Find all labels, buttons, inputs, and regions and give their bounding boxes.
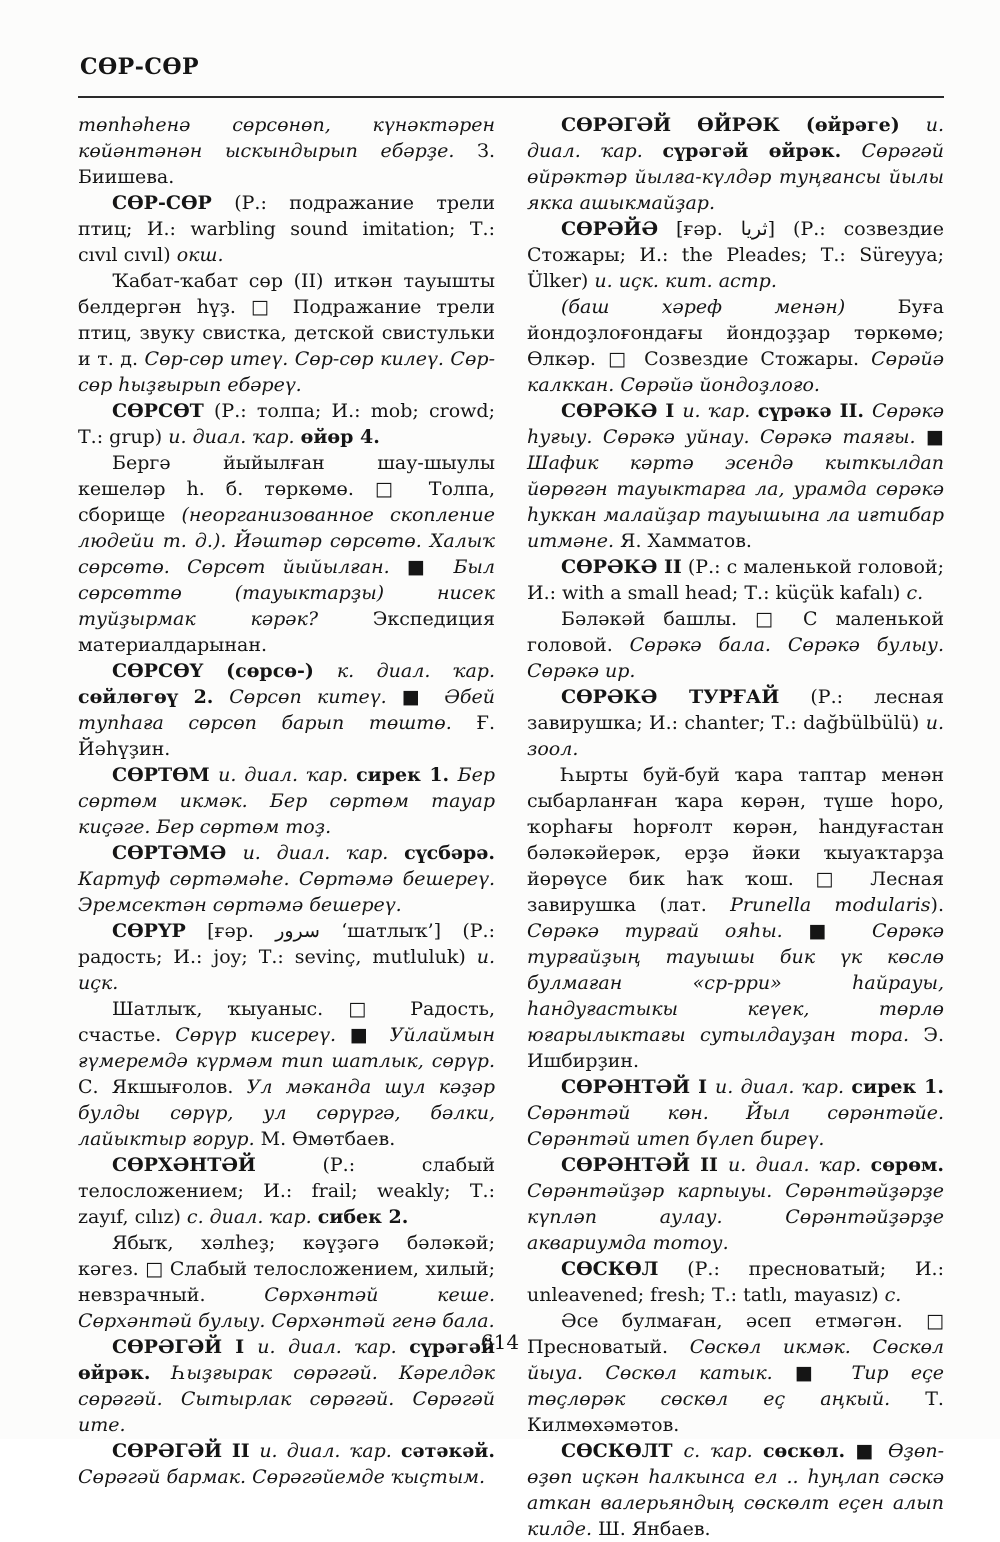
italic-text: Сөрүр кисереү. [175,1024,337,1046]
bold-text: СӨРХӘНТӘЙ [112,1154,256,1176]
bold-text: СӨРӘГӘЙ ӨЙРӘК (өйрәге) [561,114,926,136]
italic-text: и. диал. ҡар. [218,764,357,786]
regular-text: З. Биишева. [78,140,496,188]
header-rule [78,96,944,98]
regular-text: ■ [782,920,873,942]
italic-text: и. зоол. [527,712,944,760]
bold-text: сүрәгәй өйрәк. [78,1336,496,1384]
regular-text: М. Өмөтбаев. [254,1128,396,1150]
regular-text: Ғ. Йәһүҙин. [78,712,495,760]
regular-text: ■ [386,686,445,708]
entry-paragraph [527,294,944,398]
regular-text: ). [930,894,944,916]
bold-text: СӨРТӘМӘ [112,842,243,864]
entry-paragraph [527,762,944,1074]
bold-text: сөскөл. [762,1440,846,1462]
bold-text: сүсбәрә. [404,842,495,864]
italic-text: и. ҡар. [682,400,758,422]
regular-text: Ябыҡ, хәлһеҙ; кәүҙәгә бәләкәй; кәгез. □ Слабый телосложением, хилый; невзрачный. [78,1232,495,1306]
bold-text: сөрөм. [870,1154,944,1176]
entry-paragraph [78,762,495,840]
regular-text: Буға йондоҙлоғондағы йондоҙҙар төркөмө; Өлкәр. □ Созвездие Стожары. [527,296,944,370]
regular-text: (Р.: толпа; И.: mob; crowd; Т.: grup) [78,400,495,448]
entry-paragraph [527,1152,944,1256]
italic-text: и. диал. ҡар. [259,1440,401,1462]
italic-text: Сөрәйә калккан. Сөрәйә йондоҙлоғо. [527,348,944,396]
italic-text: Сөрәкә турғай ояһы. [527,920,783,942]
regular-text: (Р.: подражание трели птиц; И.: warbling sound imitation; Т.: cıvıl cıvıl) [78,192,495,266]
italic-text: Prunella modularis [730,894,931,916]
bold-text: сүрәкә II. [757,400,873,422]
regular-text: ■ [389,556,454,578]
bold-text: СӨРӘКӘ II [561,556,682,578]
italic-text: Сөрәкә һуғыу. Сөрәкә уйнау. Сөрәкә таяғы. [527,400,944,448]
bold-text: СӨР-СӨР [112,192,212,214]
regular-text: ■ [772,1362,852,1384]
italic-text: төпһәһенә сөрсөнөп, күнәктәрен көйәнтәнән ыскындырып ебәрҙе. [78,114,495,162]
italic-text: к. диал. ҡар. [336,660,496,682]
right-column [527,112,944,1542]
regular-text: Һырты буй-буй ҡара таптар менән сыбарланған ҡара көрән, түше һоро, ҡорһағы һорғолт көрән, һандуғастан бәләкәйерәк, ерҙә йәки ҡыуаҡтарҙа йөрөүсе бик һаҡ ҡош. □ Лесная завирушка (лат. [527,764,944,916]
entry-paragraph [78,398,495,450]
italic-text: окш. [176,244,224,266]
italic-text: и. диал. ҡар. [714,1076,852,1098]
italic-text: Сөр-сөр итеү. Сөр-сөр килеү. Сөр-сөр һыҙғырып ебәреү. [78,348,495,396]
italic-text: (баш хәреф менән) [561,296,846,318]
italic-text: Әбей тупһаға сөрсөп барып төштө. [78,686,495,734]
italic-text: с. [906,582,924,604]
entry-paragraph [78,1152,495,1230]
regular-text: (Р.: слабый телосложением; И.: frail; weakly; Т.: zayıf, cılız) [78,1154,495,1228]
entry-paragraph [527,1308,944,1438]
entry-paragraph [78,996,495,1152]
italic-text: и. диал. ҡар. [727,1154,871,1176]
bold-text: СӨСКӨЛ [561,1258,659,1280]
italic-text: с. [884,1284,902,1306]
entry-paragraph [527,216,944,294]
regular-text: Я. Хамматов. [614,530,752,552]
bold-text: СӨРӘГӘЙ II [112,1440,260,1462]
regular-text: Шатлыҡ, ҡыуаныс. □ Радость, счастье. [78,998,495,1046]
bold-text: сирек 1. [851,1076,944,1098]
regular-text: Экспедиция материалдарынан. [78,608,495,656]
bold-text: СӨРӘКӘ ТУРҒАЙ [561,686,780,708]
regular-text: Э. Ишбирҙин. [527,1024,945,1072]
italic-text: Сөрәнтәйҙәр карпыуы. Сөрәнтәйҙәрҙе күпләп аулау. Сөрәнтәйҙәрҙе аквариумда тотоу. [527,1180,944,1254]
entry-paragraph [527,606,944,684]
italic-text: Сөрәгәй өйрәктәр йылға-күлдәр туңғансы йылы якка ашыкмайҙар. [527,140,945,214]
italic-text: с. диал. ҡар. [186,1206,318,1228]
entry-paragraph [527,1438,944,1542]
regular-text: [ғәр. سرور ‘шатлыҡ’] (Р.: радость; И.: joy; Т.: sevinç, mutluluk) [78,920,495,968]
entry-paragraph [78,1438,495,1490]
regular-text: С. Якшығолов. [78,1076,247,1098]
left-column [78,112,495,1542]
bold-text: СӨРӘЙӘ [561,218,659,240]
italic-text: и. иҫк. кит. астр. [594,270,777,292]
entry-paragraph [527,684,944,762]
italic-text: Өҙөп-өҙөп иҫкән һалкынса ел .. һуңлап сәскә аткан валерьяндың сөскөлт еҫен алып килде. [527,1440,945,1540]
regular-text: ■ [845,1440,888,1462]
entry-paragraph [78,190,495,268]
bold-text: СӨРӘГӘЙ I [112,1336,258,1358]
entry-paragraph [78,112,495,190]
bold-text: СӨРӘКӘ I [561,400,683,422]
italic-text: Сөрхәнтәй кеше. Сөрхәнтәй булыу. Сөрхәнтәй генә бала. [78,1284,495,1332]
regular-text: Әсе булмаған, әсеп етмәгән. □ Пресноватый. [527,1310,944,1358]
regular-text: Ҡабат-ҡабат сөр (II) иткән тауышты белдергән һүҙ. □ Подражание трели птиц, звуку свистка, детской свистульки и т. д. [78,270,495,370]
italic-text: Бер сөртөм икмәк. Бер сөртөм тауар киҫәге. Бер сөртөм тоҙ. [78,764,495,838]
italic-text: Ул мәканда шул кәҙәр булды сөрүр, ул сөрүргә, бәлки, лайыктыр ғорур. [78,1076,496,1150]
regular-text: (Р.: пресноватый; И.: unleavened; fresh; Т.: tatlı, mayasız) [527,1258,944,1306]
page-body [78,112,944,1542]
running-head: СӨР-СӨР [80,54,200,80]
page-number: 614 [480,1330,520,1354]
regular-text: Ш. Янбаев. [592,1518,711,1540]
bold-text: сөйлөгөү 2. [78,686,230,708]
bold-text: СӨРСӨҮ (сөрсө-) [112,660,337,682]
bold-text: өйөр 4. [300,426,380,448]
italic-text: Шафик кәртә эсендә кыткылдап йөрөгән тауыктарға ла, урамда сөрәкә һуккан малайҙар тауышына ла иғтибар итмәне. [527,452,944,552]
italic-text: Сөрсөп китеү. [229,686,387,708]
bold-text: сирек 1. [356,764,458,786]
entry-paragraph [527,1256,944,1308]
italic-text: Сөрәкә бала. Сөрәкә булыу. Сөрәкә ир. [527,634,944,682]
italic-text: и. иҫк. [78,946,495,994]
italic-text: с. ҡар. [683,1440,763,1462]
regular-text: (Р.: с маленькой головой; И.: with a small head; Т.: küçük kafalı) [527,556,944,604]
italic-text: и. диал. ҡар. [168,426,301,448]
italic-text: Сөрәнтәй көн. Йыл сөрәнтәйе. Сөрәнтәй итеп бүлеп биреү. [527,1102,944,1150]
entry-paragraph [78,658,495,762]
entry-paragraph [527,554,944,606]
regular-text: Бәләкәй башлы. □ С маленькой головой. [527,608,944,656]
italic-text: Сөрәгәй бармак. Сөрәгәйемде ҡыҫтым. [78,1466,485,1488]
italic-text: Һыҙғырак сөрәгәй. Кәрелдәк сөрәгәй. Сытырлак сөрәгәй. Сөрәгәй ите. [78,1362,495,1436]
regular-text: [ғәр. ثريا] (Р.: созвездие Стожары; И.: the Pleades; Т.: Süreyya; Ülker) [527,218,944,292]
regular-text: (Р.: лесная завирушка; И.: chanter; Т.: dağbülbülü) [527,686,944,734]
italic-text: Уйлаймын ғүмеремдә күрмәм тип шатлык, сөрүр. [78,1024,496,1072]
regular-text: Бергә йыйылған шау-шыулы кешеләр һ. б. төркөмө. □ Толпа, сборище [78,452,495,526]
bold-text: СӨРСӨТ [112,400,204,422]
italic-text: Был сөрсөттө (тауыктарҙы) нисек туйҙырмак кәрәк? [78,556,496,630]
italic-text: Картуф сөртәмәһе. Сөртәмә бешереү. Эремсектән сөртәмә бешереү. [78,868,495,916]
bold-text: СӨРӘНТӘЙ II [561,1154,728,1176]
regular-text: Т. Килмөхәмәтов. [527,1388,944,1436]
entry-paragraph [78,840,495,918]
entry-paragraph [78,450,495,658]
bold-text: СӨСКӨЛТ [561,1440,684,1462]
italic-text: Тир еҫе төҫлөрәк сөскөл еҫ аңкый. [527,1362,945,1410]
bold-text: сүрәгәй өйрәк. [662,140,862,162]
entry-paragraph [78,268,495,398]
italic-text: и. диал. ҡар. [257,1336,410,1358]
italic-text: и. диал. ҡар. [242,842,405,864]
entry-paragraph [78,918,495,996]
regular-text: ■ [336,1024,390,1046]
bold-text: СӨРӘНТӘЙ I [561,1076,715,1098]
italic-text: и. диал. ҡар. [527,114,944,162]
bold-text: СӨРТӨМ [112,764,219,786]
entry-paragraph [527,1074,944,1152]
bold-text: сәтәкәй. [400,1440,495,1462]
bold-text: СӨРҮР [112,920,186,942]
italic-text: Сөскөл икмәк. Сөскөл йыуа. Сөскөл катык. [527,1336,944,1384]
bold-text: сибек 2. [317,1206,409,1228]
italic-text: Сөрәкә турғайҙың тауышы бик үк көслө булмаған «ср-рри» һайрауы, һандуғастыкы кеүек, төрлө юғарылыктағы сутылдауҙан тора. [527,920,944,1046]
entry-paragraph [527,398,944,554]
regular-text: ■ [915,426,944,448]
italic-text: (неорганизованное скопление людейи т. д.). Йәштәр сөрсөтө. Халыҡ сөрсөтө. Сөрсөт йыйылған. [78,504,495,578]
entry-paragraph [78,1230,495,1334]
entry-paragraph [527,112,944,216]
